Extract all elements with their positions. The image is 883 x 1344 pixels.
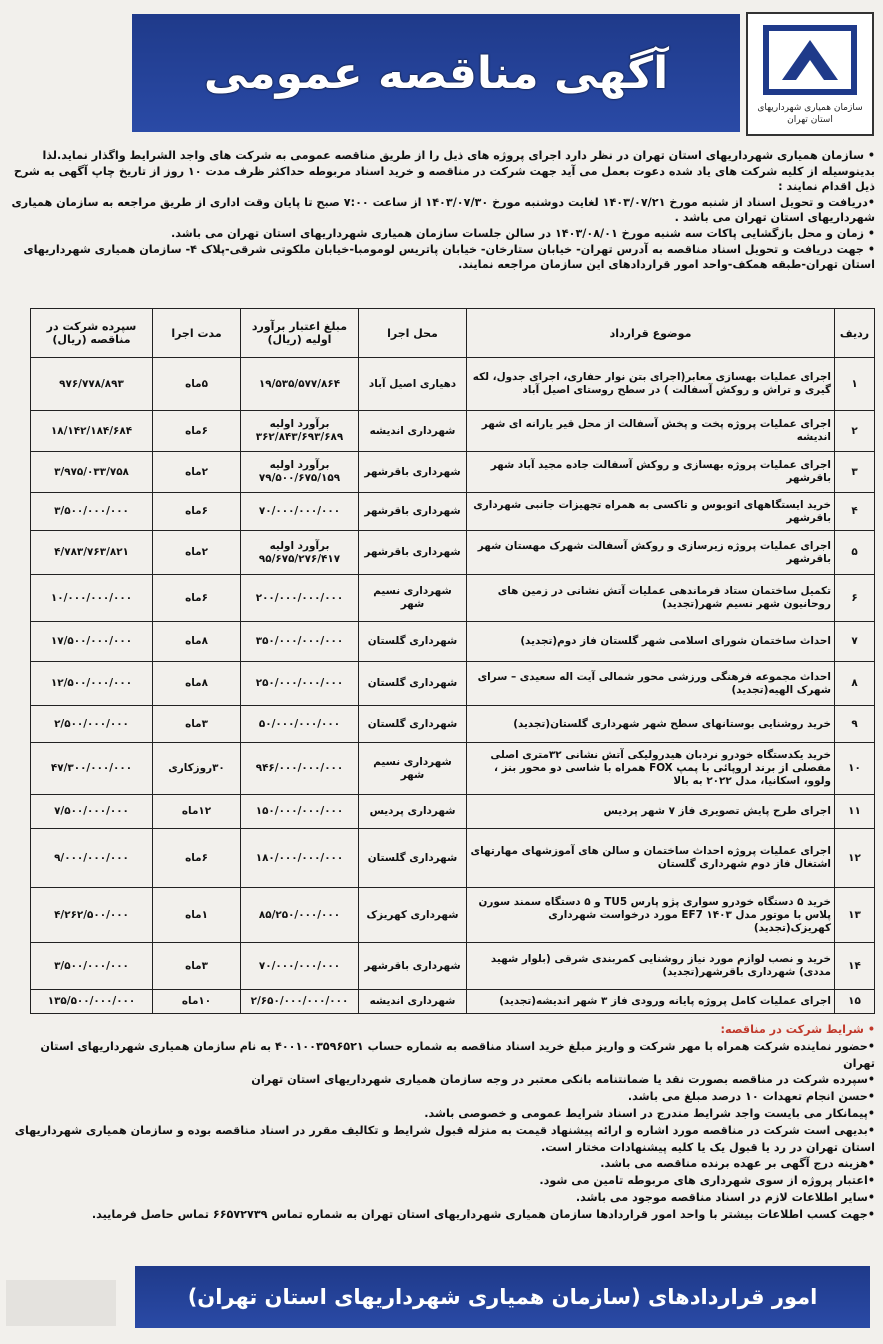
intro-text xyxy=(8,148,875,273)
row-location: شهرداری گلستان xyxy=(359,706,467,743)
row-budget: ۷۰/۰۰۰/۰۰۰/۰۰۰ xyxy=(241,943,359,990)
row-location: شهرداری گلستان xyxy=(359,622,467,662)
row-budget: ۲/۶۵۰/۰۰۰/۰۰۰/۰۰۰ xyxy=(241,990,359,1014)
title-banner xyxy=(132,14,740,132)
row-deposit: ۳/۹۷۵/۰۳۳/۷۵۸ xyxy=(31,452,153,493)
table-row xyxy=(31,743,875,795)
row-budget: ۲۰۰/۰۰۰/۰۰۰/۰۰۰ xyxy=(241,575,359,622)
row-subject: اجرای طرح پایش تصویری فاز ۷ شهر پردیس xyxy=(467,795,835,829)
table-row xyxy=(31,493,875,531)
conditions-title: • شرایط شرکت در مناقصه: xyxy=(720,1023,875,1036)
row-budget: ۳۵۰/۰۰۰/۰۰۰/۰۰۰ xyxy=(241,622,359,662)
row-duration: ۶ماه xyxy=(153,493,241,531)
row-budget: ۲۵۰/۰۰۰/۰۰۰/۰۰۰ xyxy=(241,662,359,706)
row-budget: ۸۵/۲۵۰/۰۰۰/۰۰۰ xyxy=(241,888,359,943)
header-budget: مبلغ اعتبار برآورد اولیه (ریال) xyxy=(241,309,359,358)
row-deposit: ۷/۵۰۰/۰۰۰/۰۰۰ xyxy=(31,795,153,829)
row-subject: خرید ایستگاههای اتوبوس و تاکسی به همراه تجهیزات جانبی شهرداری باقرشهر xyxy=(467,493,835,531)
row-deposit: ۹۷۶/۷۷۸/۸۹۳ xyxy=(31,358,153,411)
row-duration: ۸ماه xyxy=(153,662,241,706)
row-number: ۲ xyxy=(835,411,875,452)
row-duration: ۳ماه xyxy=(153,706,241,743)
row-number: ۱۱ xyxy=(835,795,875,829)
table-row xyxy=(31,531,875,575)
row-subject: اجرای عملیات کامل پروژه پایانه ورودی فاز ۳ شهر اندیشه(تجدید) xyxy=(467,990,835,1014)
row-subject: احداث ساختمان شورای اسلامی شهر گلستان فاز دوم(تجدید) xyxy=(467,622,835,662)
row-location: شهرداری گلستان xyxy=(359,662,467,706)
header-subject: موضوع قرارداد xyxy=(467,309,835,358)
row-number: ۱۳ xyxy=(835,888,875,943)
row-subject: احداث مجموعه فرهنگی ورزشی محور شمالی آیت اله سعیدی – سرای شهرک الهیه(تجدید) xyxy=(467,662,835,706)
row-budget: ۱۹/۵۳۵/۵۷۷/۸۶۴ xyxy=(241,358,359,411)
row-subject: خرید یکدستگاه خودرو نردبان هیدرولیکی آتش نشانی ۳۲متری اصلی مفصلی از برند اروپائی با پمپ FOX همراه با شاسی دو محور بنز ، ولوو، اسکانیا، مدل ۲۰۲۲ به بالا xyxy=(467,743,835,795)
row-location: دهیاری اصیل آباد xyxy=(359,358,467,411)
row-number: ۱ xyxy=(835,358,875,411)
header-row-number: ردیف xyxy=(835,309,875,358)
table-row xyxy=(31,452,875,493)
row-duration: ۶ماه xyxy=(153,575,241,622)
row-location: شهرداری اندیشه xyxy=(359,990,467,1014)
table-row xyxy=(31,706,875,743)
intro-line: • زمان و محل بازگشایی پاکات سه شنبه مورخ ۱۴۰۳/۰۸/۰۱ در سالن جلسات سازمان همیاری شهرداریهای استان تهران می باشد. xyxy=(171,226,875,240)
intro-line: • سازمان همیاری شهرداریهای استان تهران در نظر دارد اجرای پروژه های ذیل را از طریق مناقصه عمومی به شرکت های واجد الشرایط واگذار نماید.لذا بدینوسیله از کلیه شرکت های یاد شده دعوت بعمل می آید جهت شرکت در مناقصه و خرید اسناد مربوطه حداکثر ظرف مدت ۱۰ روز از تاریخ چاپ آگهی به شرح ذیل اقدام نمایند : xyxy=(13,149,875,194)
condition-item: •جهت کسب اطلاعات بیشتر با واحد امور قراردادها سازمان همیاری شهرداریهای استان تهران به شماره تماس ۶۶۵۷۲۷۳۹ تماس حاصل فرمایید. xyxy=(91,1207,875,1221)
table-row xyxy=(31,990,875,1014)
row-number: ۳ xyxy=(835,452,875,493)
footer-banner xyxy=(135,1266,870,1328)
row-duration: ۳۰روزکاری xyxy=(153,743,241,795)
row-location: شهرداری نسیم شهر xyxy=(359,743,467,795)
table-row xyxy=(31,662,875,706)
row-deposit: ۱۷/۵۰۰/۰۰۰/۰۰۰ xyxy=(31,622,153,662)
condition-item: •بدیهی است شرکت در مناقصه مورد اشاره و ارائه پیشنهاد قیمت به منزله قبول شرایط و تکالیف مقرر در اسناد مناقصه بوده و سازمان همیاری شهرداریهای استان تهران در رد یا قبول یک یا کلیه پیشنهادات مختار است. xyxy=(14,1123,875,1154)
row-deposit: ۹/۰۰۰/۰۰۰/۰۰۰ xyxy=(31,829,153,888)
row-location: شهرداری کهریزک xyxy=(359,888,467,943)
tender-table xyxy=(30,308,875,1014)
row-deposit: ۳/۵۰۰/۰۰۰/۰۰۰ xyxy=(31,493,153,531)
row-budget: ۷۰/۰۰۰/۰۰۰/۰۰۰ xyxy=(241,493,359,531)
row-duration: ۱۲ماه xyxy=(153,795,241,829)
row-deposit: ۱۳۵/۵۰۰/۰۰۰/۰۰۰ xyxy=(31,990,153,1014)
table-row xyxy=(31,829,875,888)
row-number: ۱۴ xyxy=(835,943,875,990)
row-budget: برآورد اولیه ۳۶۲/۸۴۳/۶۹۳/۶۸۹ xyxy=(241,411,359,452)
row-duration: ۶ماه xyxy=(153,411,241,452)
row-subject: خرید روشنایی بوستانهای سطح شهر شهرداری گلستان(تجدید) xyxy=(467,706,835,743)
row-subject: خرید و نصب لوازم مورد نیاز روشنایی کمربندی شرقی (بلوار شهید مددی) شهرداری باقرشهر(تجدید) xyxy=(467,943,835,990)
row-number: ۱۵ xyxy=(835,990,875,1014)
row-budget: ۱۵۰/۰۰۰/۰۰۰/۰۰۰ xyxy=(241,795,359,829)
row-number: ۸ xyxy=(835,662,875,706)
row-deposit: ۳/۵۰۰/۰۰۰/۰۰۰ xyxy=(31,943,153,990)
row-deposit: ۲/۵۰۰/۰۰۰/۰۰۰ xyxy=(31,706,153,743)
table-row xyxy=(31,888,875,943)
row-deposit: ۴/۲۶۲/۵۰۰/۰۰۰ xyxy=(31,888,153,943)
row-deposit: ۱۰/۰۰۰/۰۰۰/۰۰۰ xyxy=(31,575,153,622)
row-location: شهرداری اندیشه xyxy=(359,411,467,452)
row-subject: اجرای عملیات پروژه احداث ساختمان و سالن های آموزشهای مهارتهای اشتغال فاز دوم شهرداری گلستان xyxy=(467,829,835,888)
table-row xyxy=(31,411,875,452)
row-subject: خرید ۵ دستگاه خودرو سواری پژو پارس TU5 و ۵ دستگاه سمند سورن پلاس با موتور مدل EF7 ۱۴۰۳ مورد درخواست شهرداری کهریزک(تجدید) xyxy=(467,888,835,943)
row-number: ۱۲ xyxy=(835,829,875,888)
footer-text: امور قراردادهای (سازمان همیاری شهرداریهای استان تهران) xyxy=(187,1285,818,1309)
row-location: شهرداری باقرشهر xyxy=(359,531,467,575)
header-duration: مدت اجرا xyxy=(153,309,241,358)
row-duration: ۱ماه xyxy=(153,888,241,943)
row-number: ۴ xyxy=(835,493,875,531)
table-row xyxy=(31,622,875,662)
row-budget: ۹۴۶/۰۰۰/۰۰۰/۰۰۰ xyxy=(241,743,359,795)
row-location: شهرداری باقرشهر xyxy=(359,452,467,493)
row-subject: تکمیل ساختمان ستاد فرماندهی عملیات آتش نشانی در زمین های روحانیون شهر نسیم شهر(تجدید) xyxy=(467,575,835,622)
row-location: شهرداری باقرشهر xyxy=(359,493,467,531)
row-budget: ۵۰/۰۰۰/۰۰۰/۰۰۰ xyxy=(241,706,359,743)
row-duration: ۶ماه xyxy=(153,829,241,888)
condition-item: •حسن انجام تعهدات ۱۰ درصد مبلغ می باشد. xyxy=(627,1090,875,1104)
row-subject: اجرای عملیات پروژه زیرسازی و روکش آسفالت شهرک مهستان شهر باقرشهر xyxy=(467,531,835,575)
row-budget: ۱۸۰/۰۰۰/۰۰۰/۰۰۰ xyxy=(241,829,359,888)
page-title: آگهی مناقصه عمومی xyxy=(203,47,669,99)
row-number: ۶ xyxy=(835,575,875,622)
table-row xyxy=(31,943,875,990)
row-number: ۵ xyxy=(835,531,875,575)
intro-line: •دریافت و تحویل اسناد از شنبه مورخ ۱۴۰۳/۰۷/۲۱ لغایت دوشنبه مورخ ۱۴۰۳/۰۷/۳۰ از ساعت ۷:۰۰ صبح تا پایان وقت اداری از طریق مراجعه به سازمان همیاری شهرداریهای استان تهران می باشد . xyxy=(11,195,875,225)
logo-caption: سازمان همیاری شهرداریهای استان تهران xyxy=(757,103,863,125)
table-row xyxy=(31,795,875,829)
row-deposit: ۴۷/۳۰۰/۰۰۰/۰۰۰ xyxy=(31,743,153,795)
table-row xyxy=(31,358,875,411)
conditions-section xyxy=(8,1022,875,1224)
row-duration: ۸ماه xyxy=(153,622,241,662)
table-row xyxy=(31,575,875,622)
organization-logo xyxy=(746,12,874,136)
row-number: ۷ xyxy=(835,622,875,662)
row-location: شهرداری نسیم شهر xyxy=(359,575,467,622)
row-duration: ۱۰ماه xyxy=(153,990,241,1014)
condition-item: •هزینه درج آگهی بر عهده برنده مناقصه می باشد. xyxy=(600,1157,875,1171)
row-duration: ۲ماه xyxy=(153,531,241,575)
organization-logo-icon xyxy=(762,24,858,96)
row-subject: اجرای عملیات بهسازی معابر(اجرای بتن نوار حفاری، اجرای جدول، لکه گیری و تراش و روکش آسفالت ) در سطح روستای اصیل آباد xyxy=(467,358,835,411)
row-duration: ۲ماه xyxy=(153,452,241,493)
row-duration: ۳ماه xyxy=(153,943,241,990)
condition-item: •حضور نماینده شرکت همراه با مهر شرکت و واریز مبلغ خرید اسناد مناقصه به شماره حساب ۴۰۰۱۰۰۳۵۹۶۵۲۱ به نام سازمان همیاری شهرداریهای استان تهران xyxy=(40,1039,875,1070)
row-location: شهرداری باقرشهر xyxy=(359,943,467,990)
footer-margin xyxy=(6,1280,116,1326)
condition-item: •سپرده شرکت در مناقصه بصورت نقد یا ضمانتنامه بانکی معتبر در وجه سازمان همیاری شهرداریهای استان تهران xyxy=(251,1073,875,1087)
row-deposit: ۱۲/۵۰۰/۰۰۰/۰۰۰ xyxy=(31,662,153,706)
row-location: شهرداری پردیس xyxy=(359,795,467,829)
intro-line: • جهت دریافت و تحویل اسناد مناقصه به آدرس تهران- خیابان ستارخان- خیابان پاتریس لومومبا-خیابان ملکوتی شرقی-پلاک ۴- سازمان همیاری شهرداریهای استان تهران-طبقه همکف-واحد امور قراردادهای این سازمان مراجعه نمایند. xyxy=(23,242,875,272)
row-location: شهرداری گلستان xyxy=(359,829,467,888)
row-subject: اجرای عملیات پروژه پخت و پخش آسفالت از محل قیر یارانه ای شهر اندیشه xyxy=(467,411,835,452)
row-number: ۹ xyxy=(835,706,875,743)
condition-item: •سایر اطلاعات لازم در اسناد مناقصه موجود می باشد. xyxy=(575,1190,875,1204)
row-budget: برآورد اولیه ۹۵/۶۷۵/۲۷۶/۴۱۷ xyxy=(241,531,359,575)
row-number: ۱۰ xyxy=(835,743,875,795)
header-location: محل اجرا xyxy=(359,309,467,358)
row-deposit: ۱۸/۱۴۲/۱۸۴/۶۸۴ xyxy=(31,411,153,452)
condition-item: •پیمانکار می بایست واجد شرایط مندرج در اسناد شرایط عمومی و خصوصی باشد. xyxy=(424,1106,875,1120)
condition-item: •اعتبار پروژه از سوی شهرداری های مربوطه تامین می شود. xyxy=(539,1174,875,1188)
row-deposit: ۴/۷۸۳/۷۶۳/۸۲۱ xyxy=(31,531,153,575)
header-deposit: سپرده شرکت در مناقصه (ریال) xyxy=(31,309,153,358)
table-header-row xyxy=(31,309,875,358)
row-subject: اجرای عملیات پروژه بهسازی و روکش آسفالت جاده مجید آباد شهر باقرشهر xyxy=(467,452,835,493)
row-duration: ۵ماه xyxy=(153,358,241,411)
row-budget: برآورد اولیه ۷۹/۵۰۰/۶۷۵/۱۵۹ xyxy=(241,452,359,493)
